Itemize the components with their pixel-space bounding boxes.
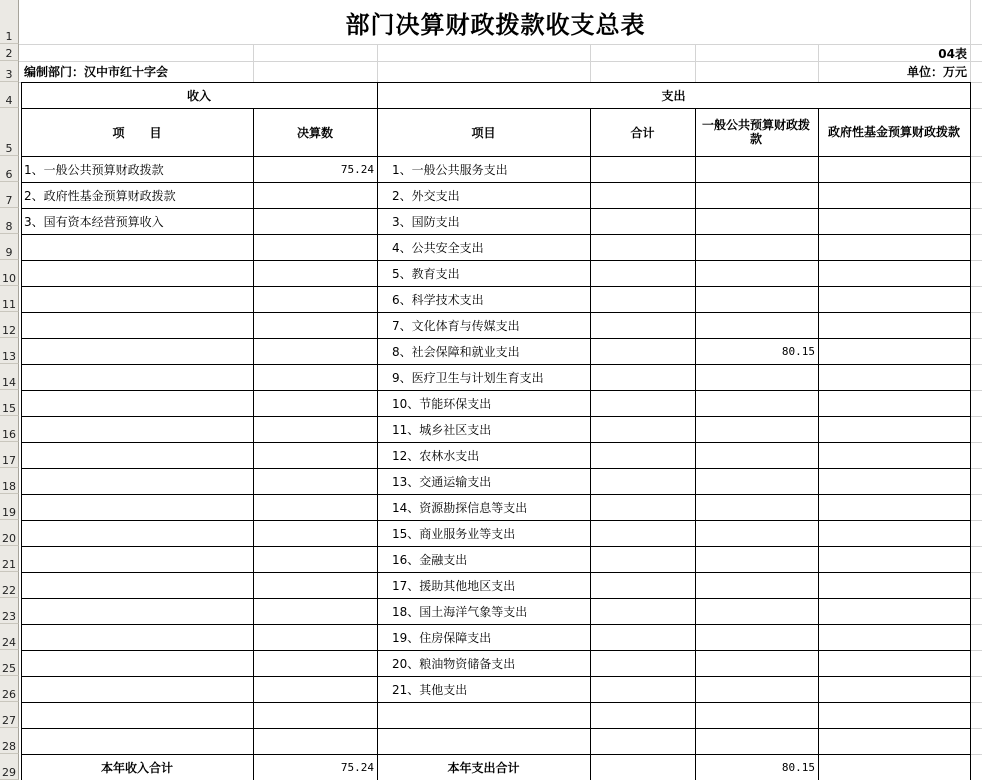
income-item-cell[interactable] <box>21 260 253 286</box>
gov-fund-header: 政府性基金预算财政拨款 <box>827 125 960 139</box>
general-budget-cell[interactable] <box>695 260 818 286</box>
row-header[interactable]: 16 <box>0 416 19 442</box>
gridline <box>971 108 982 109</box>
expense-total-cell[interactable] <box>590 728 695 754</box>
income-item-cell[interactable]: 1、一般公共预算财政拨款 <box>24 162 164 177</box>
expense-total-cell[interactable] <box>590 650 695 676</box>
row-header[interactable]: 8 <box>0 208 19 234</box>
row-header[interactable]: 2 <box>0 44 19 61</box>
row-header[interactable]: 21 <box>0 546 19 572</box>
expense-total-cell[interactable] <box>590 520 695 546</box>
row-header[interactable]: 6 <box>0 156 19 182</box>
expense-item-cell[interactable]: 17、援助其他地区支出 <box>392 578 516 593</box>
income-total-value[interactable]: 75.24 <box>340 760 374 774</box>
gov-fund-cell[interactable] <box>818 338 970 364</box>
income-amount-cell[interactable] <box>253 312 377 338</box>
gridline <box>970 0 971 82</box>
general-budget-cell[interactable] <box>695 442 818 468</box>
row-header[interactable]: 3 <box>0 61 19 82</box>
expense-total-cell[interactable] <box>590 364 695 390</box>
row-header[interactable]: 5 <box>0 108 19 156</box>
row-header[interactable]: 26 <box>0 676 19 702</box>
expense-item-cell[interactable] <box>377 728 590 754</box>
row-header[interactable]: 28 <box>0 728 19 754</box>
border-line <box>970 82 971 780</box>
income-item-cell[interactable] <box>21 442 253 468</box>
income-amount-cell[interactable] <box>253 208 377 234</box>
income-total-label: 本年收入合计 <box>100 760 173 775</box>
general-budget-cell[interactable] <box>695 598 818 624</box>
gov-fund-cell[interactable] <box>818 416 970 442</box>
gridline <box>971 702 982 703</box>
income-item-cell[interactable] <box>21 624 253 650</box>
gov-fund-cell[interactable] <box>818 260 970 286</box>
gridline <box>971 260 982 261</box>
expense-total-cell[interactable] <box>590 442 695 468</box>
expense-item-cell[interactable]: 8、社会保障和就业支出 <box>392 344 520 359</box>
gridline <box>971 598 982 599</box>
gov-fund-cell[interactable] <box>818 468 970 494</box>
general-budget-cell[interactable]: 80.15 <box>781 344 815 358</box>
gridline <box>590 44 591 82</box>
general-budget-cell[interactable] <box>695 182 818 208</box>
general-budget-cell[interactable] <box>695 312 818 338</box>
row-header[interactable]: 24 <box>0 624 19 650</box>
expense-item-cell[interactable]: 18、国土海洋气象等支出 <box>392 604 528 619</box>
general-budget-cell[interactable] <box>695 234 818 260</box>
general-budget-cell[interactable] <box>695 364 818 390</box>
expense-item-cell[interactable]: 3、国防支出 <box>392 214 460 229</box>
gov-fund-cell[interactable] <box>818 182 970 208</box>
general-budget-cell[interactable] <box>695 728 818 754</box>
income-item-cell[interactable] <box>21 676 253 702</box>
expense-total-cell[interactable] <box>590 234 695 260</box>
income-item-cell[interactable] <box>21 364 253 390</box>
expense-item-cell[interactable]: 21、其他支出 <box>392 682 468 697</box>
gridline <box>971 546 982 547</box>
expense-item-cell[interactable]: 13、交通运输支出 <box>392 474 492 489</box>
general-budget-cell[interactable] <box>695 572 818 598</box>
income-item-cell[interactable] <box>21 468 253 494</box>
expense-item-cell[interactable]: 6、科学技术支出 <box>392 292 484 307</box>
gridline <box>971 312 982 313</box>
income-amount-cell[interactable] <box>253 182 377 208</box>
gridline <box>971 520 982 521</box>
general-budget-cell[interactable] <box>695 702 818 728</box>
income-item-cell[interactable] <box>21 234 253 260</box>
gridline <box>971 364 982 365</box>
row-header[interactable]: 18 <box>0 468 19 494</box>
expense-total-label: 本年支出合计 <box>447 760 520 775</box>
gov-fund-cell[interactable] <box>818 494 970 520</box>
income-amount-cell[interactable] <box>253 520 377 546</box>
income-amount-cell[interactable] <box>253 286 377 312</box>
department-label: 编制部门：汉中市红十字会 <box>24 65 169 79</box>
income-amount-cell[interactable] <box>253 624 377 650</box>
expense-total-cell[interactable] <box>590 494 695 520</box>
income-amount-cell[interactable] <box>253 572 377 598</box>
gridline <box>971 156 982 157</box>
expense-total-cell[interactable] <box>590 546 695 572</box>
gridline <box>971 494 982 495</box>
general-budget-cell[interactable] <box>695 520 818 546</box>
expense-item-cell[interactable]: 4、公共安全支出 <box>392 240 484 255</box>
gov-fund-cell[interactable] <box>818 364 970 390</box>
expense-total-sum[interactable] <box>590 754 695 780</box>
gov-fund-cell[interactable] <box>818 312 970 338</box>
expense-total-cell[interactable] <box>590 260 695 286</box>
expense-total-cell[interactable] <box>590 702 695 728</box>
row-header[interactable]: 23 <box>0 598 19 624</box>
expense-item-cell[interactable]: 1、一般公共服务支出 <box>392 162 508 177</box>
row-header[interactable]: 22 <box>0 572 19 598</box>
income-amount-cell[interactable] <box>253 676 377 702</box>
expense-item-cell[interactable]: 5、教育支出 <box>392 266 460 281</box>
general-budget-cell[interactable] <box>695 676 818 702</box>
expense-total-cell[interactable] <box>590 390 695 416</box>
gridline <box>971 624 982 625</box>
expense-item-cell[interactable]: 9、医疗卫生与计划生育支出 <box>392 370 544 385</box>
income-item-cell[interactable] <box>21 650 253 676</box>
gov-fund-cell[interactable] <box>818 234 970 260</box>
income-amount-cell[interactable] <box>253 442 377 468</box>
gov-fund-cell[interactable] <box>818 520 970 546</box>
gov-fund-cell[interactable] <box>818 208 970 234</box>
table-number: 04表 <box>938 46 967 61</box>
income-amount-cell[interactable] <box>253 260 377 286</box>
income-item-cell[interactable] <box>21 598 253 624</box>
row-header[interactable]: 4 <box>0 82 19 108</box>
general-budget-cell[interactable] <box>695 624 818 650</box>
income-item-cell[interactable] <box>21 546 253 572</box>
general-budget-cell[interactable] <box>695 650 818 676</box>
gridline <box>971 234 982 235</box>
gov-fund-cell[interactable] <box>818 546 970 572</box>
gov-fund-cell[interactable] <box>818 624 970 650</box>
gov-fund-cell[interactable] <box>818 156 970 182</box>
row-header[interactable]: 25 <box>0 650 19 676</box>
expense-item-cell[interactable]: 16、金融支出 <box>392 552 468 567</box>
expense-item-cell[interactable]: 20、粮油物资储备支出 <box>392 656 516 671</box>
income-amount-cell[interactable] <box>253 468 377 494</box>
general-budget-cell[interactable] <box>695 208 818 234</box>
gridline <box>971 754 982 755</box>
gridline <box>971 338 982 339</box>
expense-total-cell[interactable] <box>590 598 695 624</box>
expense-total-cell[interactable] <box>590 468 695 494</box>
expense-item-cell[interactable]: 14、资源勘探信息等支出 <box>392 500 528 515</box>
income-amount-cell[interactable] <box>253 546 377 572</box>
row-header[interactable]: 20 <box>0 520 19 546</box>
expense-total-header: 合计 <box>630 125 655 140</box>
general-budget-cell[interactable] <box>695 286 818 312</box>
income-item-cell[interactable]: 2、政府性基金预算财政拨款 <box>24 188 176 203</box>
income-item-cell[interactable]: 3、国有资本经营预算收入 <box>24 214 164 229</box>
gov-fund-cell[interactable] <box>818 702 970 728</box>
row-header[interactable]: 7 <box>0 182 19 208</box>
expense-total-cell[interactable] <box>590 676 695 702</box>
gridline <box>971 728 982 729</box>
income-amount-cell[interactable] <box>253 598 377 624</box>
income-item-cell[interactable] <box>21 572 253 598</box>
income-item-cell[interactable] <box>21 312 253 338</box>
gov-fund-cell[interactable] <box>818 598 970 624</box>
gridline <box>971 208 982 209</box>
general-budget-cell[interactable] <box>695 416 818 442</box>
income-header: 收入 <box>186 88 211 103</box>
row-header[interactable]: 15 <box>0 390 19 416</box>
expense-item-cell[interactable] <box>377 702 590 728</box>
row-header[interactable]: 29 <box>0 754 19 780</box>
expense-total-cell[interactable] <box>590 208 695 234</box>
expense-item-cell[interactable]: 7、文化体育与传媒支出 <box>392 318 520 333</box>
general-budget-cell[interactable] <box>695 156 818 182</box>
gov-fund-cell[interactable] <box>818 572 970 598</box>
gov-fund-cell[interactable] <box>818 286 970 312</box>
income-item-cell[interactable] <box>21 390 253 416</box>
expense-total-cell[interactable] <box>590 182 695 208</box>
income-item-cell[interactable] <box>21 416 253 442</box>
expense-item-header: 项目 <box>471 125 496 140</box>
expense-header: 支出 <box>661 88 686 103</box>
income-amount-cell[interactable] <box>253 728 377 754</box>
row-header[interactable]: 9 <box>0 234 19 260</box>
expense-total-general[interactable]: 80.15 <box>781 760 815 774</box>
income-amount-cell[interactable] <box>253 650 377 676</box>
gridline <box>971 676 982 677</box>
income-item-cell[interactable] <box>21 702 253 728</box>
expense-total-cell[interactable] <box>590 624 695 650</box>
income-amount-cell[interactable]: 75.24 <box>340 162 374 176</box>
gridline <box>695 44 696 82</box>
row-header[interactable]: 1 <box>0 0 19 44</box>
gridline <box>971 182 982 183</box>
expense-item-cell[interactable]: 12、农林水支出 <box>392 448 480 463</box>
income-amount-cell[interactable] <box>253 364 377 390</box>
gridline <box>971 650 982 651</box>
expense-total-cell[interactable] <box>590 338 695 364</box>
general-budget-header: 一般公共预算财政拨款 <box>701 118 810 146</box>
general-budget-cell[interactable] <box>695 494 818 520</box>
expense-total-cell[interactable] <box>590 286 695 312</box>
expense-item-cell[interactable]: 2、外交支出 <box>392 188 460 203</box>
gov-fund-cell[interactable] <box>818 676 970 702</box>
expense-item-cell[interactable]: 10、节能环保支出 <box>392 396 492 411</box>
income-amount-cell[interactable] <box>253 416 377 442</box>
income-amount-cell[interactable] <box>253 234 377 260</box>
income-item-cell[interactable] <box>21 494 253 520</box>
gov-fund-cell[interactable] <box>818 442 970 468</box>
gridline <box>971 390 982 391</box>
row-header[interactable]: 17 <box>0 442 19 468</box>
general-budget-cell[interactable] <box>695 468 818 494</box>
income-amount-header: 决算数 <box>296 125 333 140</box>
income-item-cell[interactable] <box>21 338 253 364</box>
gov-fund-cell[interactable] <box>818 650 970 676</box>
income-amount-cell[interactable] <box>253 338 377 364</box>
gridline <box>377 44 378 82</box>
row-header[interactable]: 12 <box>0 312 19 338</box>
unit-label: 单位：万元 <box>906 65 967 79</box>
income-amount-cell[interactable] <box>253 390 377 416</box>
row-header[interactable]: 19 <box>0 494 19 520</box>
income-amount-cell[interactable] <box>253 494 377 520</box>
row-header[interactable]: 27 <box>0 702 19 728</box>
expense-total-cell[interactable] <box>590 312 695 338</box>
gridline <box>971 286 982 287</box>
row-header[interactable]: 14 <box>0 364 19 390</box>
gridline <box>971 442 982 443</box>
general-budget-cell[interactable] <box>695 390 818 416</box>
income-item-cell[interactable] <box>21 520 253 546</box>
expense-item-cell[interactable]: 11、城乡社区支出 <box>392 422 492 437</box>
gridline <box>971 416 982 417</box>
income-item-header: 项 目 <box>112 125 162 140</box>
expense-total-cell[interactable] <box>590 416 695 442</box>
income-item-cell[interactable] <box>21 728 253 754</box>
general-budget-cell[interactable] <box>695 546 818 572</box>
expense-item-cell[interactable]: 15、商业服务业等支出 <box>392 526 516 541</box>
row-header[interactable]: 11 <box>0 286 19 312</box>
income-amount-cell[interactable] <box>253 702 377 728</box>
gridline <box>971 572 982 573</box>
row-header[interactable]: 10 <box>0 260 19 286</box>
expense-total-fund[interactable] <box>818 754 970 780</box>
row-header[interactable]: 13 <box>0 338 19 364</box>
gridline <box>971 468 982 469</box>
gov-fund-cell[interactable] <box>818 728 970 754</box>
expense-total-cell[interactable] <box>590 572 695 598</box>
expense-total-cell[interactable] <box>590 156 695 182</box>
gov-fund-cell[interactable] <box>818 390 970 416</box>
expense-item-cell[interactable]: 19、住房保障支出 <box>392 630 492 645</box>
sheet-title: 部门决算财政拨款收支总表 <box>345 9 646 39</box>
income-item-cell[interactable] <box>21 286 253 312</box>
